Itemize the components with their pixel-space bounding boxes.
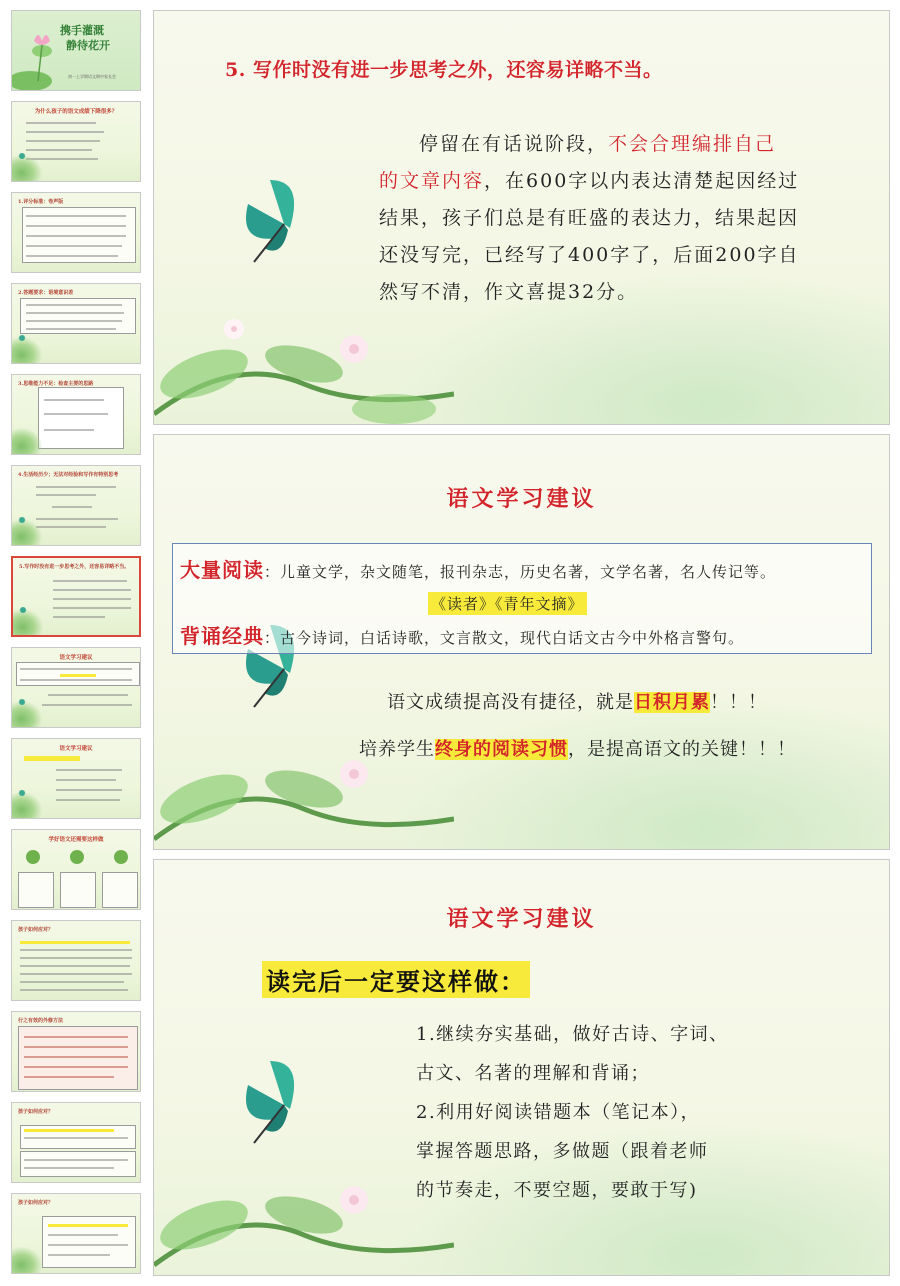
butterfly-icon	[18, 335, 26, 341]
thumbnail-slide-6[interactable]	[11, 465, 141, 546]
thumbnail-title: 2.答题要求：语境意识差	[18, 290, 74, 296]
advice-line: 2.利用好阅读错题本（笔记本），	[416, 1102, 701, 1123]
flower-branch-decoration	[154, 975, 454, 1275]
slide-body-text: 停留在有话说阶段，不会合理编排自己 的文章内容，在600字以内表达清楚起因经过 结果，孩子们总是有旺盛的表达力，结果起因 还没写完，已经写了400字了，后面200字自 然写不清，作文喜提32分。	[379, 133, 800, 303]
advice-line-2: 培养学生终身的阅读习惯，是提高语文的关键！！！	[359, 739, 796, 760]
thumbnail-title: 语文学习建议	[59, 655, 93, 661]
advice-list	[416, 1015, 836, 1210]
thumbnail-slide-8[interactable]	[11, 647, 141, 728]
thumbnail-slide-2[interactable]	[11, 101, 141, 182]
thumbnail-slide-11[interactable]	[11, 920, 141, 1001]
slide-study-advice-1	[153, 434, 890, 850]
butterfly-icon	[18, 153, 26, 159]
slide-title: 语文学习建议	[446, 486, 597, 512]
advice-line: 的节奏走，不要空题，要敢于写)	[416, 1180, 698, 1201]
thumbnail-slide-3[interactable]	[11, 192, 141, 273]
thumbnail-title: 孩子如何应对？	[18, 927, 54, 933]
butterfly-icon	[18, 517, 26, 523]
reading-row: 大量阅读：儿童文学，杂文随笔，报刊杂志，历史名著，文学名著，名人传记等。	[180, 558, 777, 582]
thumbnail-slide-1[interactable]	[11, 10, 141, 91]
cover-title: 携手灌溉 静待花开	[60, 24, 110, 52]
thumbnail-title: 为什么孩子的语文成绩下降很多？	[34, 109, 118, 115]
recommended-books: 《读者》《青年文摘》	[428, 592, 587, 615]
thumbnail-title: 学好语文还需要这样做	[48, 837, 104, 843]
slide-writing-issue	[153, 10, 890, 425]
butterfly-icon	[18, 790, 26, 796]
thumbnail-title: 4.生活经历少；无法对经验和写作有特别思考	[18, 472, 119, 478]
butterfly-icon	[246, 1061, 294, 1143]
thumbnail-title: 1.评分标准：卷声版	[18, 199, 64, 205]
thumbnail-slide-13[interactable]	[11, 1102, 141, 1183]
recite-row: 背诵经典：古今诗词，白话诗歌，文言散文，现代白话文古今中外格言警句。	[180, 624, 745, 648]
advice-line: 掌握答题思路，多做题（跟着老师	[416, 1141, 709, 1162]
thumbnail-title: 行之有效的外修方法	[18, 1018, 64, 1024]
advice-line: 1.继续夯实基础，做好古诗、字词、	[416, 1024, 729, 1045]
butterfly-icon	[19, 607, 27, 613]
reading-recommendation-box	[172, 543, 872, 654]
thumbnail-slide-4[interactable]	[11, 283, 141, 364]
thumbnail-slide-9[interactable]	[11, 738, 141, 819]
thumbnail-title: 3.思维能力不足：检查主要的思路	[18, 381, 94, 387]
advice-line-1: 语文成绩提高没有捷径，就是日积月累！！！	[387, 692, 767, 713]
thumbnail-title: 孩子如何应对？	[18, 1109, 54, 1115]
thumbnail-title: 5.写作时没有进一步思考之外，还容易详略不当。	[19, 564, 130, 570]
thumbnail-slide-5[interactable]	[11, 374, 141, 455]
thumbnail-title: 孩子如何应对？	[18, 1200, 54, 1206]
cover-subtitle: 初一上学期语文期中家长会	[68, 74, 116, 79]
advice-line: 古文、名著的理解和背诵；	[416, 1063, 650, 1084]
thumbnail-slide-10[interactable]	[11, 829, 141, 910]
butterfly-icon	[246, 180, 294, 262]
slide-thumbnail-panel	[0, 0, 150, 1286]
slide-study-advice-2	[153, 859, 890, 1276]
butterfly-icon	[18, 699, 26, 705]
slide-title: 语文学习建议	[446, 906, 597, 932]
thumbnail-slide-12[interactable]	[11, 1011, 141, 1092]
thumbnail-title: 语文学习建议	[59, 746, 93, 752]
slide-heading: 5. 写作时没有进一步思考之外，还容易详略不当。	[225, 59, 663, 81]
slide-subtitle: 读完后一定要这样做：	[262, 961, 530, 998]
thumbnail-slide-14[interactable]	[11, 1193, 141, 1274]
thumbnail-slide-7[interactable]	[11, 556, 141, 637]
